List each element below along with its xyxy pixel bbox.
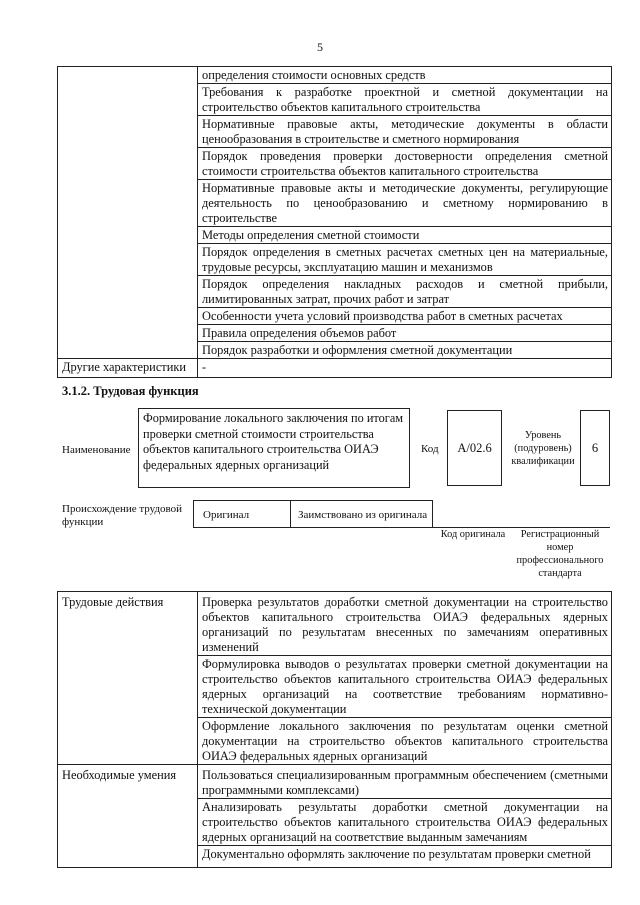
- origin-label: Происхождение трудовой функции: [62, 503, 183, 528]
- level-label: Уровень (подуровень) квалификации: [511, 430, 575, 467]
- skill-item: Документально оформлять заключение по результатам проверки сметной: [198, 846, 612, 868]
- code-label: Код: [421, 443, 439, 455]
- knowledge-item: Порядок определения накладных расходов и сметной прибыли, лимитированных затрат, прочих работ и затрат: [198, 276, 612, 308]
- other-characteristics-value: -: [198, 359, 612, 378]
- skill-item: Анализировать результаты доработки сметной документации на строительство объектов капитального строительства ОИАЭ федеральных ядерных организаций на соответствие выданным замечаниям: [198, 799, 612, 846]
- required-skills-label: Необходимые умения: [58, 765, 198, 868]
- work-action-item: Формулировка выводов о результатах проверки сметной документации на строительство объектов капитального строительства ОИАЭ федеральных ядерных организаций на соответствие требованиям нормативно-технической документации: [198, 656, 612, 718]
- knowledge-item: Порядок определения в сметных расчетах сметных цен на материальные, трудовые ресурсы, эксплуатацию машин и механизмов: [198, 244, 612, 276]
- knowledge-item: Порядок разработки и оформления сметной документации: [198, 342, 612, 359]
- knowledge-item: Требования к разработке проектной и сметной документации на строительство объектов капитального строительства: [198, 84, 612, 116]
- section-heading: 3.1.2. Трудовая функция: [62, 384, 199, 398]
- level-value-box: 6: [580, 410, 610, 486]
- name-label: Наименование: [62, 444, 131, 456]
- work-actions-label: Трудовые действия: [58, 592, 198, 765]
- reg-number-caption: Регистрационный номер профессионального стандарта: [516, 529, 604, 579]
- knowledge-item: Порядок проведения проверки достоверности определения сметной стоимости строительства объектов капитального строительства: [198, 148, 612, 180]
- divider: [290, 501, 291, 527]
- knowledge-item: Особенности учета условий производства работ в сметных расчетах: [198, 308, 612, 325]
- page-number: 5: [317, 40, 323, 54]
- knowledge-table: [57, 66, 612, 378]
- knowledge-label-cell: [58, 67, 198, 359]
- original-label: Оригинал: [203, 509, 250, 521]
- knowledge-item: Нормативные правовые акты и методические документы, регулирующие деятельность по ценообразованию и сметному нормированию в строительстве: [198, 180, 612, 227]
- skill-item: Пользоваться специализированным программным обеспечением (сметными программными комплексами): [198, 765, 612, 799]
- function-name-box: Формирование локального заключения по итогам проверки сметной стоимости строительства объектов капитального строительства ОИАЭ федеральных ядерных организаций: [138, 408, 410, 488]
- function-details-table: [57, 591, 612, 868]
- knowledge-item: Нормативные правовые акты, методические документы в области ценообразования в строительстве и сметного нормирования: [198, 116, 612, 148]
- knowledge-item: Правила определения объемов работ: [198, 325, 612, 342]
- knowledge-item: определения стоимости основных средств: [198, 67, 612, 84]
- code-original-caption: Код оригинала: [440, 529, 506, 540]
- borrowed-label: Заимствовано из оригинала: [298, 509, 428, 521]
- origin-box: [193, 500, 433, 528]
- work-action-item: Оформление локального заключения по результатам оценки сметной документации на строительство объектов капитального строительства ОИАЭ федеральных ядерных организаций: [198, 718, 612, 765]
- other-characteristics-label: Другие характеристики: [58, 359, 198, 378]
- work-action-item: Проверка результатов доработки сметной документации на строительство объектов капитального строительства ОИАЭ федеральных ядерных организаций по результатам внесенных по замечаниям оперативных изменений: [198, 592, 612, 656]
- knowledge-item: Методы определения сметной стоимости: [198, 227, 612, 244]
- code-value-box: A/02.6: [447, 410, 502, 486]
